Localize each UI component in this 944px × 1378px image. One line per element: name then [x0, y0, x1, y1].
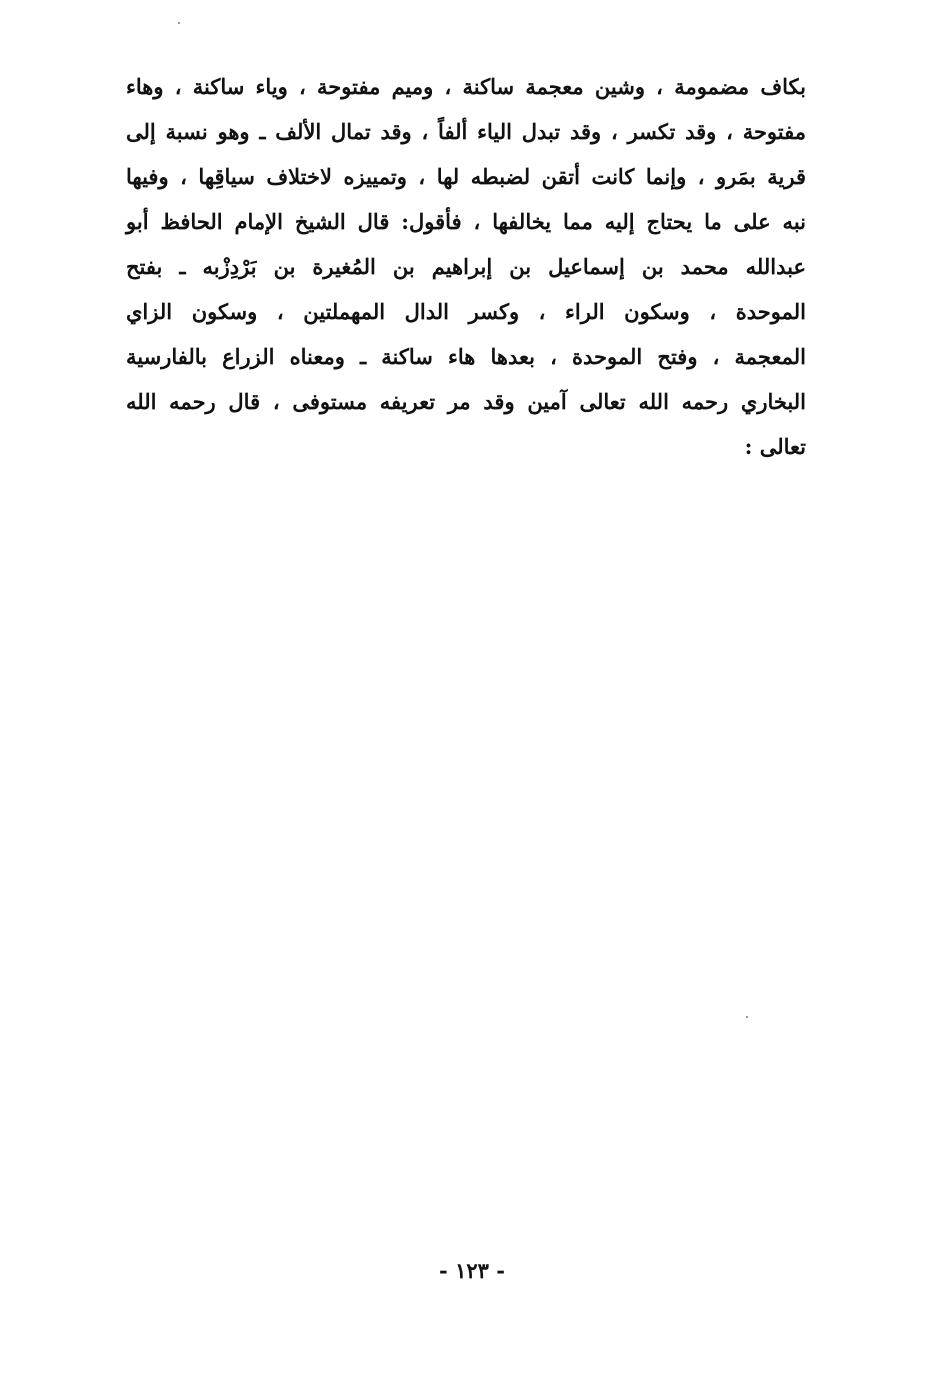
text-line: قرية بمَرو ، وإنما كانت أتقن لضبطه لها ، وتمييزه لاختلاف سياقِها ، وفيها: [126, 164, 806, 189]
text-line: تعالى :: [744, 434, 806, 459]
text-line: الموحدة ، وسكون الراء ، وكسر الدال المهملتين ، وسكون الزاي: [126, 299, 806, 324]
scan-speck: [178, 22, 180, 24]
text-line: نبه على ما يحتاج إليه مما يخالفها ، فأقول: قال الشيخ الإمام الحافظ أبو: [126, 209, 806, 234]
scan-speck: [746, 1016, 748, 1018]
text-line: المعجمة ، وفتح الموحدة ، بعدها هاء ساكنة ـ ومعناه الزراع بالفارسية: [126, 344, 806, 369]
text-line: البخاري رحمه الله تعالى آمين وقد مر تعريفه مستوفى ، قال رحمه الله: [126, 389, 806, 414]
body-text: [126, 64, 806, 469]
text-line: عبدالله محمد بن إسماعيل بن إبراهيم بن المُغيرة بن بَرْدِزْبه ـ بفتح: [126, 254, 806, 279]
text-line: بكاف مضمومة ، وشين معجمة ساكنة ، وميم مفتوحة ، وياء ساكنة ، وهاء: [126, 74, 806, 99]
page-number: - ١٢٣ -: [439, 1258, 505, 1283]
text-line: مفتوحة ، وقد تكسر ، وقد تبدل الياء ألفاً ، وقد تمال الألف ـ وهو نسبة إلى: [126, 119, 806, 144]
